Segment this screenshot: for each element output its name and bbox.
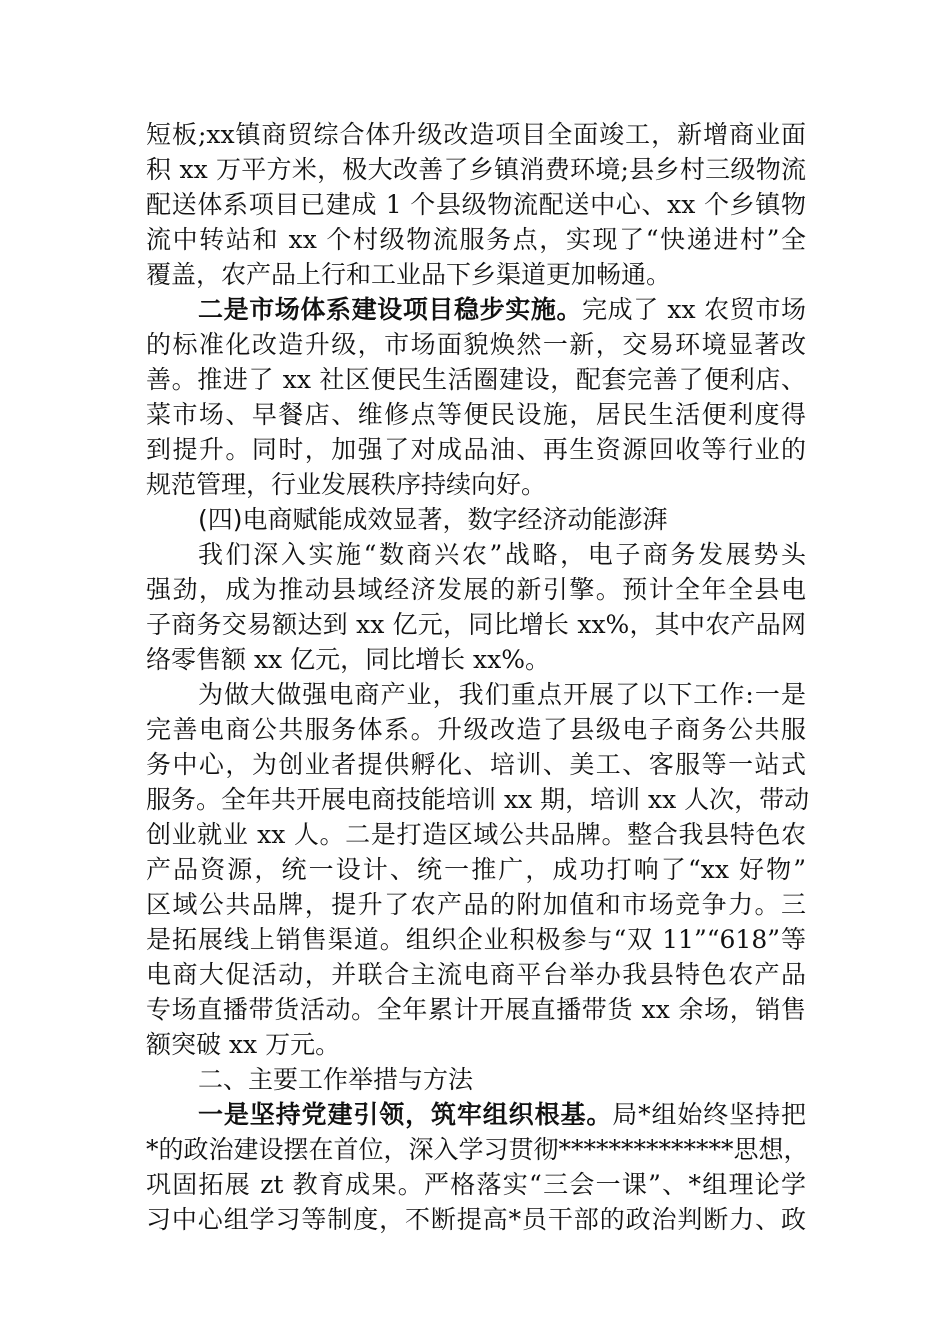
text-line: 专场直播带货活动。全年累计开展直播带货 xx 余场，销售: [146, 995, 806, 1024]
paragraph-first-line: [198, 1098, 806, 1132]
text-line: 规范管理，行业发展秩序持续向好。: [146, 470, 547, 499]
text-line: 额突破 xx 万元。: [146, 1030, 341, 1059]
text-line: 电商大促活动，并联合主流电商平台举办我县特色农产品: [146, 960, 806, 989]
text-line: 完善电商公共服务体系。升级改造了县级电子商务公共服: [146, 715, 806, 744]
paragraph-first-rest: 局*组始终坚持把: [612, 1100, 806, 1129]
text-line: 习中心组学习等制度，不断提高*员干部的政治判断力、政: [146, 1205, 806, 1234]
text-line: 积 xx 万平方米，极大改善了乡镇消费环境;县乡村三级物流: [146, 155, 806, 184]
text-line: 到提升。同时，加强了对成品油、再生资源回收等行业的: [146, 435, 806, 464]
text-line: 的标准化改造升级，市场面貌焕然一新，交易环境显著改: [146, 330, 806, 359]
text-line: 服务。全年共开展电商技能培训 xx 期，培训 xx 人次，带动: [146, 785, 810, 814]
text-line: 巩固拓展 zt 教育成果。严格落实“三会一课”、*组理论学: [146, 1170, 806, 1199]
text-line: 是拓展线上销售渠道。组织企业积极参与“双 11”“618”等: [146, 925, 806, 954]
paragraph-first-line: [198, 293, 806, 327]
text-line: 区域公共品牌，提升了农产品的附加值和市场竞争力。三: [146, 890, 806, 919]
text-line: 络零售额 xx 亿元，同比增长 xx%。: [146, 645, 550, 674]
text-line: 子商务交易额达到 xx 亿元，同比增长 xx%，其中农产品网: [146, 610, 806, 639]
paragraph-first-rest: 完成了 xx 农贸市场: [582, 295, 806, 324]
text-line: 短板;xx镇商贸综合体升级改造项目全面竣工，新增商业面: [146, 120, 806, 149]
text-line: 流中转站和 xx 个村级物流服务点，实现了“快递进村”全: [146, 225, 806, 254]
text-line: *的政治建设摆在首位，深入学习贯彻**************思想，: [146, 1135, 809, 1164]
paragraph-lead: 一是坚持党建引领，筑牢组织根基。: [198, 1100, 613, 1129]
text-line: 覆盖，农产品上行和工业品下乡渠道更加畅通。: [146, 260, 672, 289]
text-line: 我们深入实施“数商兴农”战略，电子商务发展势头: [198, 540, 806, 569]
section-heading: 二、主要工作举措与方法: [198, 1065, 474, 1094]
section-subheading: (四)电商赋能成效显著，数字经济动能澎湃: [198, 505, 668, 534]
text-line: 创业就业 xx 人。二是打造区域公共品牌。整合我县特色农: [146, 820, 806, 849]
text-line: 菜市场、早餐店、维修点等便民设施，居民生活便利度得: [146, 400, 806, 429]
text-line: 善。推进了 xx 社区便民生活圈建设，配套完善了便利店、: [146, 365, 806, 394]
text-line: 为做大做强电商产业，我们重点开展了以下工作:一是: [198, 680, 806, 709]
text-line: 产品资源，统一设计、统一推广，成功打响了“xx 好物”: [146, 855, 806, 884]
text-line: 配送体系项目已建成 1 个县级物流配送中心、xx 个乡镇物: [146, 190, 806, 219]
text-line: 务中心，为创业者提供孵化、培训、美工、客服等一站式: [146, 750, 806, 779]
text-line: 强劲，成为推动县域经济发展的新引擎。预计全年全县电: [146, 575, 806, 604]
paragraph-lead: 二是市场体系建设项目稳步实施。: [198, 295, 583, 324]
